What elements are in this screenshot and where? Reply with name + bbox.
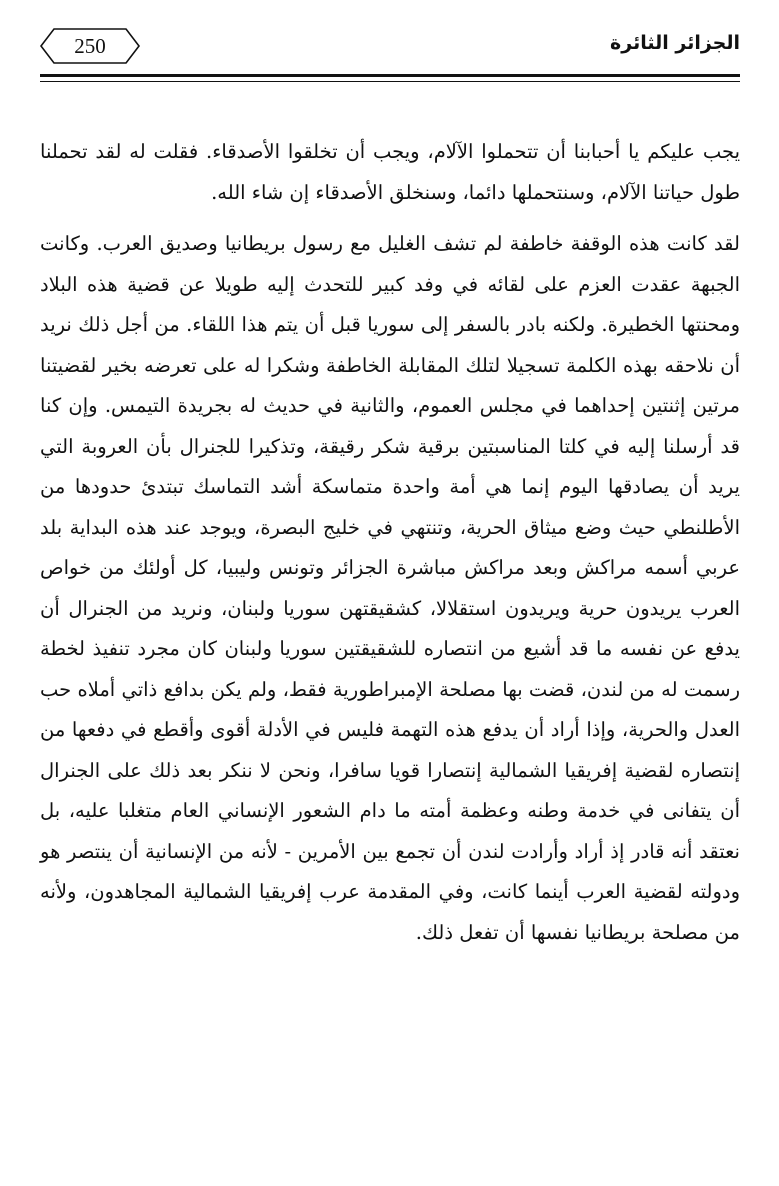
paragraph-2: لقد كانت هذه الوقفة خاطفة لم تشف الغليل مع رسول بريطانيا وصديق العرب. وكانت الجبهة عقدت العزم على لقائه في وفد كبير للتحدث إليه طويلا عن قضية هذه البلاد ومحنتها الخطيرة. ولكنه بادر بالسفر إلى سوريا قبل أن يتم هذا اللقاء. من أجل ذلك نريد أن نلاحقه بهذه الكلمة تسجيلا لتلك المقابلة الخاطفة وشكرا له على تعرضه بخير لقضيتنا مرتين إثنتين إحداهما في مجلس العموم، والثانية في حديث له بجريدة التيمس. وإن كنا قد أرسلنا إليه في كلتا المناسبتين برقية شكر رقيقة، وتذكيرا للجنرال بأن العروبة التي يريد أن يصادقها اليوم إنما هي أمة واحدة متماسكة أشد التماسك تبتدئ حدودها من الأطلنطي حيث وضع ميثاق الحرية، وتنتهي في خليج البصرة، ويوجد عند هذه البداية بلد عربي أسمه مراكش وبعد مراكش مباشرة الجزائر وتونس وليبيا، كل أولئك من خواص العرب يريدون حرية ويريدون استقلالا، كشقيقتهن سوريا ولبنان، ونريد من الجنرال أن يدفع عن نفسه ما قد أشيع من انتصاره للشقيقتين سوريا ولبنان كان مجرد تنفيذ لخطة رسمت له من لندن، قضت بها مصلحة الإمبراطورية فقط، ولم يكن بدافع ذاتي أملاه حب العدل والحرية، وإذا أراد أن يدفع هذه التهمة فليس في الأدلة أقوى وأقطع في دفعها من إنتصاره لقضية إفريقيا الشمالية إنتصارا قويا سافرا، ونحن لا ننكر بعد ذلك على الجنرال أن يتفانى في خدمة وطنه وعظمة أمته ما دام الشعور الإنساني العام متغلبا عليه، بل نعتقد أنه قادر إذ أراد وأرادت لندن أن تجمع بين الأمرين - لأنه من الإنسانية أن ينتصر هو ودولته لقضية العرب أينما كانت، وفي المقدمة عرب إفريقيا الشمالية المجاهدون، ولأنه من مصلحة بريطانيا نفسها أن تفعل ذلك. (40, 232, 740, 944)
page-number-badge (40, 28, 140, 64)
page-number: 250 (74, 34, 106, 58)
page-header (40, 28, 740, 66)
header-rule-thick (40, 74, 740, 77)
running-title: الجزائر الثائرة (610, 32, 740, 54)
paragraph-1: يجب عليكم يا أحبابنا أن تتحملوا الآلام، ويجب أن تخلقوا الأصدقاء. فقلت له لقد تحملنا طول حياتنا الآلام، وسنتحملها دائما، وسنخلق الأصدقاء إن شاء الله. (40, 140, 740, 204)
body-text (40, 132, 740, 953)
header-rule-thin (40, 81, 740, 82)
